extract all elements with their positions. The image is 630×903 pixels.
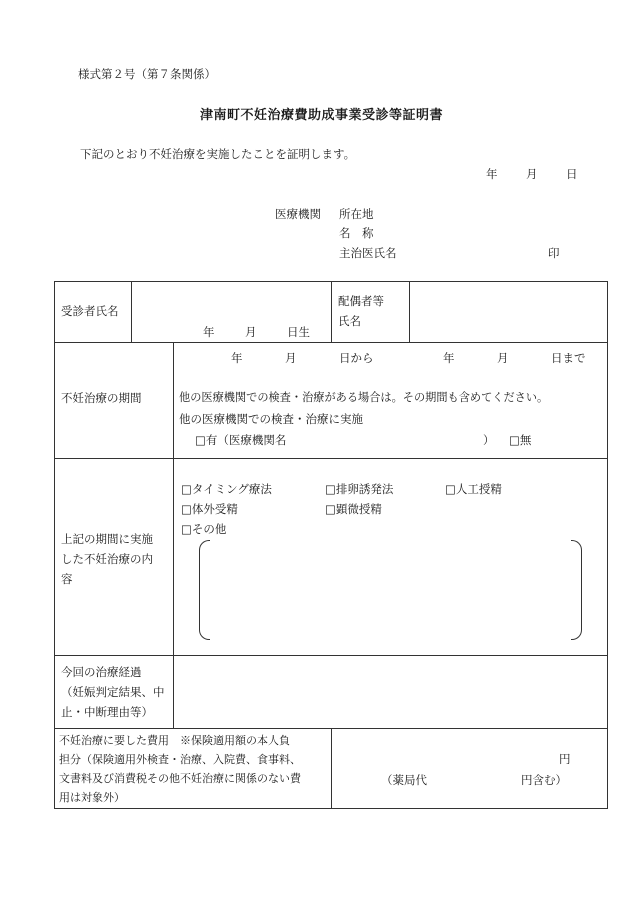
treatment-label-line3: 容 bbox=[61, 572, 73, 586]
period-label: 不妊治療の期間 bbox=[61, 391, 142, 405]
birth-year-label: 年 bbox=[203, 325, 215, 339]
date-month-label: 月 bbox=[526, 167, 538, 181]
period-from-day: 日から bbox=[339, 351, 374, 365]
spouse-label-line1: 配偶者等 bbox=[338, 294, 384, 308]
page-title: 津南町不妊治療費助成事業受診等証明書 bbox=[200, 108, 444, 123]
progress-label-line3: 止・中断理由等） bbox=[61, 705, 153, 719]
cost-yen-label: 円 bbox=[559, 752, 571, 766]
treatment-label-line2: した不妊治療の内 bbox=[61, 552, 153, 566]
institution-label: 医療機関 bbox=[275, 207, 321, 221]
cost-label-line1: 不妊治療に要した費用 ※保険適用額の本人負 bbox=[59, 734, 290, 747]
other-detail-left-bracket bbox=[199, 540, 210, 640]
other-institution-no-checkbox[interactable]: □無 bbox=[509, 433, 532, 447]
pharmacy-fee-label: （薬局代 bbox=[381, 773, 427, 787]
form-number: 様式第２号（第７条関係） bbox=[78, 67, 216, 81]
option-timing-checkbox[interactable]: □タイミング療法 bbox=[181, 482, 272, 496]
period-from-year: 年 bbox=[231, 351, 243, 365]
period-to-year: 年 bbox=[443, 351, 455, 365]
institution-address-label: 所在地 bbox=[339, 207, 374, 221]
other-institution-close-paren: ） bbox=[483, 433, 495, 447]
treatment-label-line1: 上記の期間に実施 bbox=[61, 532, 153, 546]
pharmacy-fee-close: 円含む） bbox=[521, 773, 567, 787]
spouse-label-line2: 氏名 bbox=[338, 314, 361, 328]
cost-label-line2: 担分（保険適用外検査・治療、入院費、食事料、 bbox=[59, 753, 301, 766]
birth-month-label: 月 bbox=[245, 325, 257, 339]
option-ovulation-checkbox[interactable]: □排卵誘発法 bbox=[325, 482, 394, 496]
intro-text: 下記のとおり不妊治療を実施したことを証明します。 bbox=[80, 147, 356, 161]
period-note: 他の医療機関での検査・治療がある場合は。その期間も含めてください。 bbox=[179, 391, 549, 404]
option-icsi-checkbox[interactable]: □顕微授精 bbox=[325, 502, 382, 516]
date-year-label: 年 bbox=[486, 167, 498, 181]
cost-label-line4: 用は対象外） bbox=[59, 791, 125, 804]
period-to-day: 日まで bbox=[551, 351, 586, 365]
seal-mark: 印 bbox=[548, 246, 560, 260]
other-institution-yes-checkbox[interactable]: □有（医療機関名 bbox=[195, 433, 287, 447]
certificate-table bbox=[54, 281, 608, 809]
other-institution-label: 他の医療機関での検査・治療に実施 bbox=[179, 412, 363, 426]
cost-label-line3: 文書料及び消費税その他不妊治療に関係のない費 bbox=[59, 772, 301, 785]
doctor-name-label: 主治医氏名 bbox=[339, 246, 397, 260]
option-ivf-checkbox[interactable]: □体外受精 bbox=[181, 502, 238, 516]
progress-label-line2: （妊娠判定結果、中 bbox=[61, 685, 165, 699]
period-from-month: 月 bbox=[285, 351, 297, 365]
progress-label-line1: 今回の治療経過 bbox=[61, 665, 142, 679]
institution-name-label: 名 称 bbox=[339, 226, 374, 240]
patient-name-label: 受診者氏名 bbox=[61, 304, 119, 318]
other-detail-right-bracket bbox=[571, 540, 582, 640]
period-to-month: 月 bbox=[497, 351, 509, 365]
option-insemination-checkbox[interactable]: □人工授精 bbox=[445, 482, 502, 496]
birth-day-label: 日生 bbox=[287, 325, 310, 339]
option-other-checkbox[interactable]: □その他 bbox=[181, 522, 227, 536]
date-day-label: 日 bbox=[566, 167, 578, 181]
